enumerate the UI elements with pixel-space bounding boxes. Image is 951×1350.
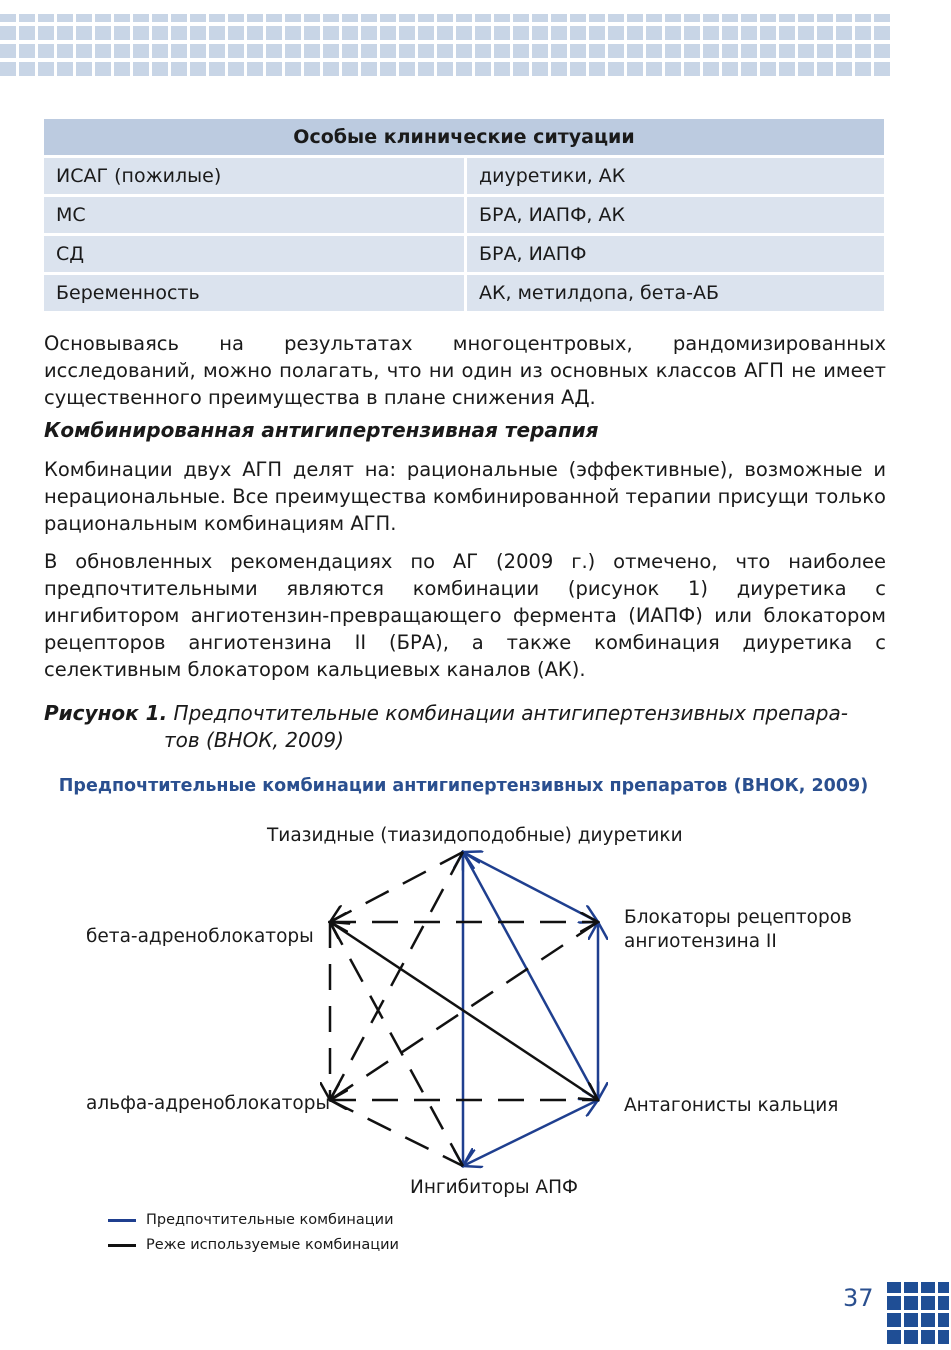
- node-beta-blockers: бета-адреноблокаторы: [86, 926, 314, 947]
- node-arb-line-1: Блокаторы рецепторов: [624, 907, 852, 928]
- paragraph-1: Основываясь на результатах многоцентровых, рандомизированных исследований, можно полагать, что ни один из основных классов АГП не имеет существенного преимущества в плане снижения АД.: [44, 332, 886, 409]
- caption-text-1: Предпочтительные комбинации антигипертензивных препара-: [173, 701, 848, 725]
- drugs-cell: АК, метилдопа, бета-АБ: [467, 275, 884, 311]
- node-acei: Ингибиторы АПФ: [410, 1177, 578, 1198]
- table-header: Особые клинические ситуации: [44, 119, 884, 155]
- paragraph-3: В обновленных рекомендациях по АГ (2009 г.) отмечено, что наиболее предпочтительными являются комбинации (рисунок 1) диуретика с ингибитором ангиотензин-превращающего фермента (ИАПФ) или блокатором рецепторов ангиотензина II (БРА), а также комбинация диуретика с селективным блокатором кальциевых каналов (АК).: [44, 550, 886, 681]
- edge-beta-acei: [330, 922, 463, 1166]
- legend-item-less-used: [108, 1237, 399, 1253]
- footer-grid-pattern: [887, 1282, 949, 1344]
- edge-diuretics-beta: [330, 852, 463, 922]
- situation-cell: СД: [44, 236, 467, 272]
- edge-diuretics-ca: [463, 852, 598, 1100]
- node-calcium-antagonists: Антагонисты кальция: [624, 1095, 839, 1116]
- node-arb: [624, 906, 852, 954]
- legend-label: Реже используемые комбинации: [146, 1237, 399, 1253]
- drugs-cell: диуретики, АК: [467, 158, 884, 194]
- caption-label: Рисунок 1.: [44, 701, 168, 725]
- node-alpha-blockers: альфа-адреноблокаторы: [86, 1093, 331, 1114]
- caption-text-2: тов (ВНОК, 2009): [164, 728, 344, 752]
- subheading: Комбинированная антигипертензивная терапия: [44, 418, 599, 442]
- situation-cell: Беременность: [44, 275, 467, 311]
- node-diuretics: Тиазидные (тиазидоподобные) диуретики: [267, 825, 683, 846]
- edge-alpha-acei: [330, 1100, 463, 1166]
- situation-cell: МС: [44, 197, 467, 233]
- legend-swatch: [108, 1244, 136, 1247]
- figure-title: Предпочтительные комбинации антигипертензивных препаратов (ВНОК, 2009): [58, 776, 869, 796]
- edge-ca-acei: [463, 1100, 598, 1166]
- page-number: 37: [843, 1284, 874, 1312]
- node-arb-line-2: ангиотензина II: [624, 931, 777, 952]
- drugs-cell: БРА, ИАПФ: [467, 236, 884, 272]
- legend-label: Предпочтительные комбинации: [146, 1212, 394, 1228]
- situation-cell: ИСАГ (пожилые): [44, 158, 467, 194]
- paragraph-2: Комбинации двух АГП делят на: рациональные (эффективные), возможные и нерациональные. Все преимущества комбинированной терапии присущи только рациональным комбинациям АГП.: [44, 458, 886, 535]
- legend-swatch: [108, 1219, 136, 1222]
- drugs-cell: БРА, ИАПФ, АК: [467, 197, 884, 233]
- legend-item-preferred: [108, 1212, 394, 1228]
- edge-diuretics-alpha: [330, 852, 463, 1100]
